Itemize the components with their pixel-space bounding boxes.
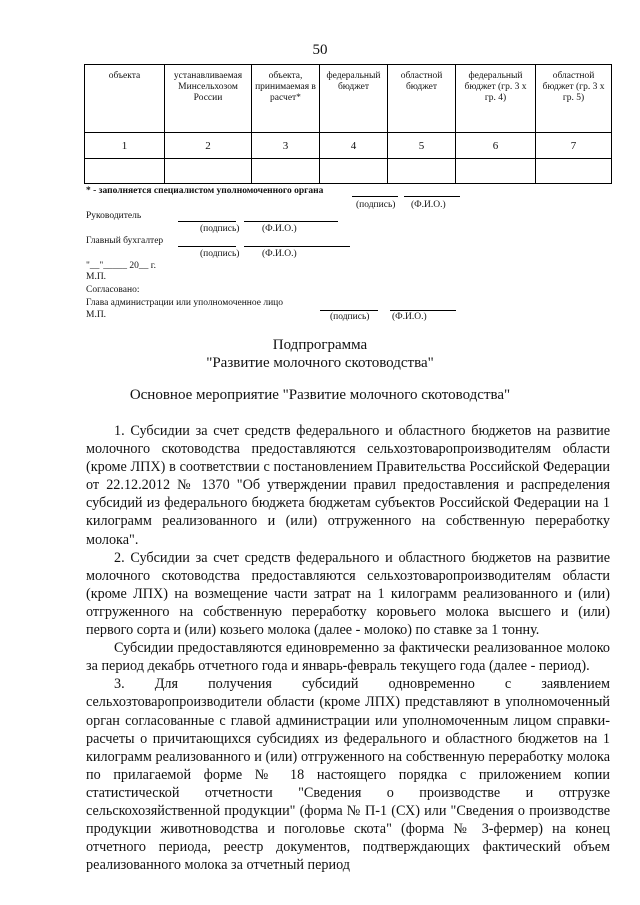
signature-caption: (подпись) bbox=[356, 200, 396, 210]
table-empty-cell bbox=[320, 159, 388, 184]
table-header-cell: устанавливаемая Минсельхозом России bbox=[165, 65, 252, 133]
table-header-cell: объекта, принимаемая в расчет* bbox=[252, 65, 320, 133]
name-caption: (Ф.И.О.) bbox=[262, 224, 297, 234]
table-header-cell: федеральный бюджет (гр. 3 х гр. 4) bbox=[456, 65, 536, 133]
subprogram-label: Подпрограмма bbox=[272, 337, 368, 353]
approved-label: Согласовано: bbox=[86, 285, 140, 295]
main-event-heading: Основное мероприятие "Развитие молочного скотоводства" bbox=[129, 387, 511, 403]
subsidy-calculation-table bbox=[84, 64, 612, 184]
table-number-cell: 6 bbox=[456, 133, 536, 159]
table-number-cell: 2 bbox=[165, 133, 252, 159]
table-header-cell: областной бюджет (гр. 3 х гр. 5) bbox=[536, 65, 612, 133]
table-number-cell: 4 bbox=[320, 133, 388, 159]
table-header-cell: федеральный бюджет bbox=[320, 65, 388, 133]
page-number: 50 bbox=[312, 42, 328, 58]
signature-line bbox=[178, 246, 236, 247]
paragraph: Субсидии предоставляются единовременно за фактически реализованное молоко за период декабрь отчетного года и январь-февраль текущего года (далее - период). bbox=[86, 640, 610, 675]
table-empty-row bbox=[85, 159, 612, 184]
name-line bbox=[390, 310, 456, 311]
signature-line bbox=[320, 310, 378, 311]
table-empty-cell bbox=[536, 159, 612, 184]
table-number-cell: 3 bbox=[252, 133, 320, 159]
signature-line bbox=[352, 196, 398, 197]
stamp-label: М.П. bbox=[86, 310, 107, 320]
table-number-cell: 5 bbox=[388, 133, 456, 159]
table-header-row bbox=[85, 65, 612, 133]
name-caption: (Ф.И.О.) bbox=[411, 200, 446, 210]
stamp-label: М.П. bbox=[86, 272, 107, 282]
name-line bbox=[244, 221, 338, 222]
footnote: * - заполняется специалистом уполномоченного органа bbox=[86, 186, 324, 196]
signature-caption: (подпись) bbox=[200, 249, 240, 259]
date-line: "__"_____ 20__ г. bbox=[86, 261, 156, 271]
table-empty-cell bbox=[388, 159, 456, 184]
name-line bbox=[404, 196, 460, 197]
table-empty-cell bbox=[85, 159, 165, 184]
director-label: Руководитель bbox=[86, 211, 142, 221]
table-header-cell: объекта bbox=[85, 65, 165, 133]
table-number-cell: 7 bbox=[536, 133, 612, 159]
head-of-administration-label: Глава администрации или уполномоченное лицо bbox=[86, 298, 284, 308]
table-empty-cell bbox=[456, 159, 536, 184]
table-number-cell: 1 bbox=[85, 133, 165, 159]
table-empty-cell bbox=[252, 159, 320, 184]
name-caption: (Ф.И.О.) bbox=[262, 249, 297, 259]
signature-line bbox=[178, 221, 236, 222]
document-body bbox=[86, 422, 610, 874]
table-empty-cell bbox=[165, 159, 252, 184]
subprogram-name: "Развитие молочного скотоводства" bbox=[206, 355, 434, 371]
signature-caption: (подпись) bbox=[330, 312, 370, 322]
signature-caption: (подпись) bbox=[200, 224, 240, 234]
paragraph: 3. Для получения субсидий одновременно с заявлением сельхозтоваропроизводители области (кроме ЛПХ) представляют в уполномоченный орган согласованные с главой администрации или уполномоченным лицом справки-расчеты о причитающихся субсидиях из федерального и областного бюджетов на 1 килограмм реализованного и (или) отгруженного на собственную переработку молока по прилагаемой форме № 18 настоящего порядка с приложением копии статистической отчетности "Сведения о производстве и отгрузке сельскохозяйственной продукции" (форма № П-1 (СХ) или "Сведения о производстве продукции животноводства и поголовье скота" (форма № 3-фермер) на конец отчетного периода, реестр документов, подтверждающих фактический объем реализованного молока за отчетный период bbox=[86, 676, 610, 874]
name-line bbox=[244, 246, 350, 247]
name-caption: (Ф.И.О.) bbox=[392, 312, 427, 322]
table-header-cell: областной бюджет bbox=[388, 65, 456, 133]
table-number-row bbox=[85, 133, 612, 159]
paragraph: 1. Субсидии за счет средств федерального и областного бюджетов на развитие молочного скотоводства предоставляются сельхозтоваропроизводителям области (кроме ЛПХ) в соответствии с постановлением Правительства Российской Федерации от 22.12.2012 № 1370 "Об утверждении правил предоставления и распределения субсидий из федерального бюджета бюджетам субъектов Российской Федерации на 1 килограмм реализованного и (или) отгруженного на собственную переработку молока". bbox=[86, 423, 610, 548]
chief-accountant-label: Главный бухгалтер bbox=[86, 236, 164, 246]
paragraph: 2. Субсидии за счет средств федерального и областного бюджетов на развитие молочного скотоводства предоставляются сельхозтоваропроизводителям области (кроме ЛПХ) на возмещение части затрат на 1 килограмм реализованного и (или) отгруженного на собственную переработку коровьего молока высшего и (или) первого сорта и (или) козьего молока (далее - молоко) по ставке за 1 тонну. bbox=[86, 549, 610, 639]
